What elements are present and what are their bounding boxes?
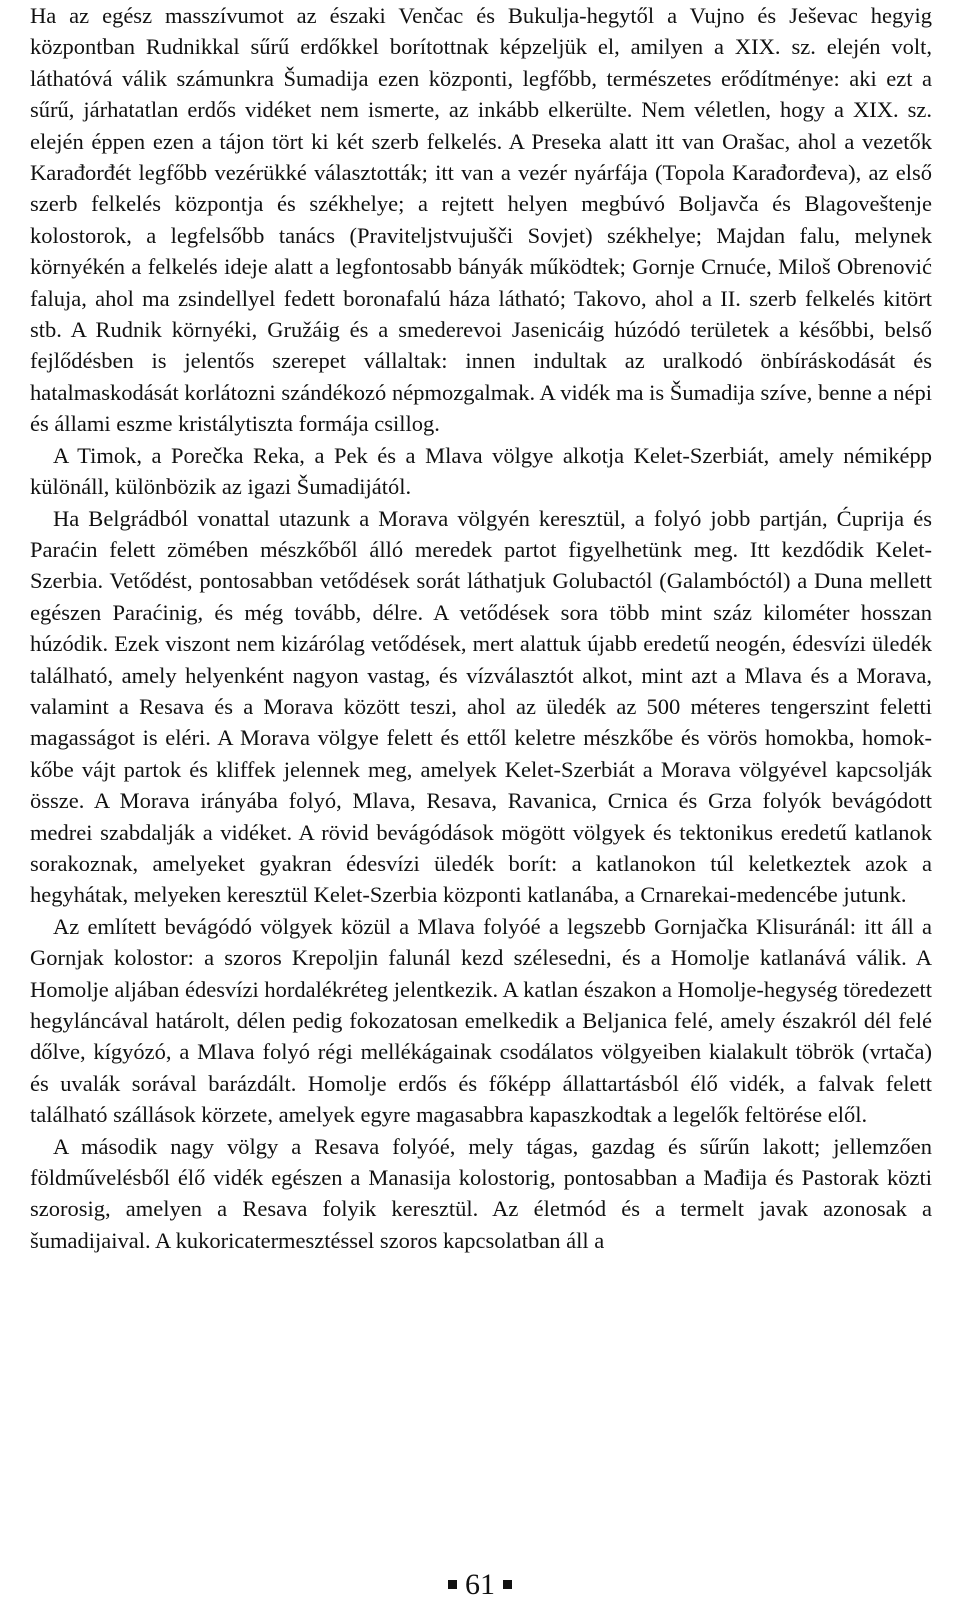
square-bullet-icon [448,1580,457,1589]
paragraph-4: Az említett bevágódó völgyek közül a Mlava folyóé a legszebb Gornjačka Klisuránál: itt áll a Gornjak kolostor: a szoros Krepoljin falunál kezd szélesedni, és a Homolje katlanává válik. A Homolje aljában édesvízi hordalékréteg jelentkezik. A katlan északon a Homolje-hegység töredezett hegyláncával határolt, délen pedig fokozatosan emelkedik a Beljanica felé, amely északról dél felé dőlve, kígyózó, a Mlava folyó régi mellékágainak csodálatos völgyeiben kialakult töbrök (vrtača) és uvalák sorával barázdált. Homolje erdős és főképp állattartásból élő vidék, a falvak felett található szállások körzete, amelyek egyre magasabbra kapaszkodtak a legelők feltörése elől. [30,913,932,1128]
paragraph-5: A második nagy völgy a Resava folyóé, mely tágas, gazdag és sűrűn lakott; jellemzően földművelésből élő vidék egészen a Manasija kolostorig, pontosabban a Mađija és Pastorak közti szorosig, amelyen a Resava folyik keresztül. Az életmód és a termelt javak azonosak a šumadijaival. A kukoricatermesztéssel szoros kapcsolatban áll a [30,1133,932,1253]
paragraph-1: Ha az egész masszívumot az északi Venčac és Bukulja-hegytől a Vujno és Ješevac hegyig központban Rudnikkal sűrű erdőkkel borítottnak képzeljük el, amilyen a XIX. sz. elején volt, láthatóvá válik számunkra Šumadija ezen központi, legfőbb, természetes erődítménye: aki ezt a sűrű, járhatatlan erdős vidéket nem ismerte, az inkább elkerülte. Nem véletlen, hogy a XIX. sz. elején éppen ezen a tájon tört ki két szerb felkelés. A Preseka alatt itt van Orašac, ahol a vezetők Karađorđét legfőbb vezérükké választották; itt van a vezér nyárfája (Topola Karađorđeva), az első szerb felkelés központja és székhelye; a rejtett helyen megbúvó Boljavča és Blagoveštenje kolostorok, a legfelsőbb tanács (Praviteljstvujušči Sovjet) székhelye; Majdan falu, melynek környékén a felkelés ideje alatt a legfontosabb bányák működtek; Gornje Crnuće, Miloš Obrenović faluja, ahol ma zsindellyel fedett boronafalú háza látható; Takovo, ahol a II. szerb felkelés kitört stb. A Rudnik környéki, Gružáig és a smederevoi Jasenicáig húzódó területek a későbbi, belső fejlődésben is jelentős szerepet vállaltak: innen indultak az uralkodó önbíráskodását és hatalmaskodását korlátozni szándékozó népmozgalmak. A vidék ma is Šumadija szíve, benne a népi és állami eszme kristálytiszta formája csillog. [30,3,932,437]
paragraph-3: Ha Belgrádból vonattal utazunk a Morava völgyén keresztül, a folyó jobb partján, Ćuprija és Paraćin felett zömében mészkőből álló meredek partot figyelhetünk meg. Itt kezdődik Kelet-Szerbia. Vetődést, pontosabban vetődések sorát láthatjuk Golubactól (Galambóctól) a Duna mellett egészen Paraćinig, és még tovább, délre. A vetődések sora több mint száz kilométer hosszan húzódik. Ezek viszont nem kizárólag vetődések, mert alattuk újabb eredetű neogén, édesvízi üledék található, amely helyenként nagyon vastag, és vízválasztót alkot, mint azt a Mlava és a Morava, valamint a Resava és a Morava között teszi, ahol az üledék az 500 méteres tengerszint feletti magasságot is eléri. A Morava völgye felett és ettől keletre mészkőbe és vörös homokba, homokkőbe vájt partok és kliffek jelennek meg, amelyek Kelet-Szerbiát a Morava völgyével kapcsolják össze. A Morava irányába folyó, Mlava, Resava, Ravanica, Crnica és Grza folyók bevágódott medrei szabdalják a vidéket. A rövid bevágódások mögött völgyek és tektonikus eredetű katlanok sorakoznak, amelyeket gyakran édesvízi üledék borít: a katlanokon túl keletkeztek azok a hegyhátak, melyeken keresztül Kelet-Szerbia központi katlanába, a Crnarekai-medencébe jutunk. [30,505,932,908]
page-footer [0,1568,960,1602]
page-number: 61 [465,1568,495,1601]
paragraph-2: A Timok, a Porečka Reka, a Pek és a Mlava völgye alkotja Kelet-Szerbiát, amely némiképp különáll, különbözik az igazi Šumadijától. [30,442,932,500]
square-bullet-icon [503,1580,512,1589]
body-text [30,0,932,1256]
